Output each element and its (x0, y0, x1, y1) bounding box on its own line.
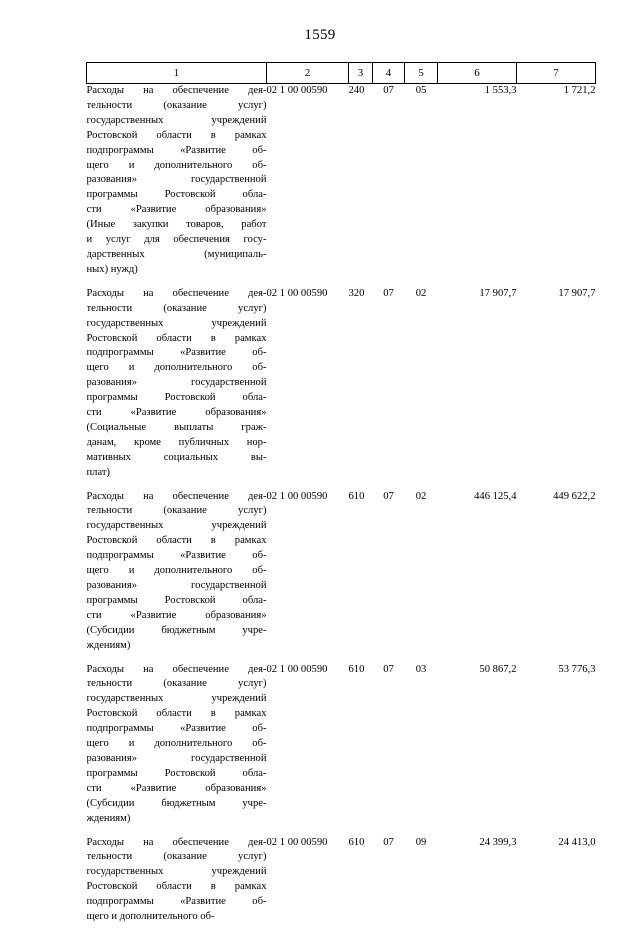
description-line: сти «Развитие образования» (86, 782, 267, 794)
table-header-row (87, 63, 596, 84)
description-line: разования» государственной (86, 377, 267, 389)
description-line: сти «Развитие образования» (86, 204, 267, 216)
expense-type-code: 610 (348, 836, 365, 848)
expense-description (87, 84, 267, 278)
target-article-code: 02 1 00 00590 (266, 85, 328, 96)
table-row (87, 836, 596, 925)
description-line: ждениям) (86, 639, 131, 651)
amount-year-1: 50 867,2 (479, 663, 517, 675)
description-line: разования» государственной (86, 752, 267, 764)
amount-year-1: 24 399,3 (479, 836, 517, 848)
budget-table (86, 62, 596, 934)
description-line: (Субсидии бюджетным учре- (86, 797, 267, 809)
description-line: подпрограммы «Развитие об- (86, 550, 267, 562)
description-line: Расходы на обеспечение дея- (86, 836, 267, 848)
expense-type-code: 610 (348, 490, 365, 502)
amount-year-2: 53 776,3 (558, 663, 596, 675)
description-line: плат) (86, 466, 111, 478)
description-line: государственных учреждений (86, 114, 267, 126)
row-spacer (87, 827, 596, 836)
amount-year-1: 1 553,3 (484, 85, 517, 96)
description-line: Ростовской области в рамках (86, 129, 267, 141)
expense-description (87, 663, 267, 827)
description-line: программы Ростовской обла- (86, 189, 267, 201)
table-row (87, 287, 596, 481)
description-line: мативных социальных вы- (86, 451, 267, 463)
description-line: государственных учреждений (86, 693, 267, 705)
row-spacer (87, 654, 596, 663)
description-line: тельности (оказание услуг) (86, 678, 267, 690)
target-article-code: 02 1 00 00590 (266, 287, 328, 299)
header-cell: 3 (349, 63, 373, 84)
description-line: сти «Развитие образования» (86, 609, 267, 621)
expense-description (87, 490, 267, 654)
description-line: щего и дополнительного об- (86, 738, 267, 750)
description-line: государственных учреждений (86, 317, 267, 329)
description-line: тельности (оказание услуг) (86, 505, 267, 517)
description-line: подпрограммы «Развитие об- (86, 723, 267, 735)
description-line: тельности (оказание услуг) (86, 302, 267, 314)
description-line: ждениям) (86, 812, 131, 824)
expense-type-code: 240 (348, 85, 365, 96)
description-line: государственных учреждений (86, 866, 267, 878)
amount-year-2: 1 721,2 (563, 85, 596, 96)
section-code: 07 (383, 490, 394, 502)
description-line: (Социальные выплаты граж- (86, 421, 267, 433)
amount-year-1: 446 125,4 (474, 490, 517, 502)
header-cell: 4 (373, 63, 405, 84)
row-spacer-cell (87, 481, 596, 490)
target-article-code: 02 1 00 00590 (266, 490, 328, 502)
description-line: дарственных (муниципаль- (86, 248, 267, 260)
description-line: программы Ростовской обла- (86, 392, 267, 404)
expense-description (87, 836, 267, 925)
page-number: 1559 (304, 27, 336, 43)
description-line: Расходы на обеспечение дея- (86, 663, 267, 675)
expense-type-code: 320 (348, 287, 365, 299)
section-code: 07 (383, 287, 394, 299)
target-article-code: 02 1 00 00590 (266, 836, 328, 848)
description-line: Расходы на обеспечение дея- (86, 85, 267, 96)
description-line: сти «Развитие образования» (86, 407, 267, 419)
description-line: подпрограммы «Развитие об- (86, 347, 267, 359)
description-line: государственных учреждений (86, 520, 267, 532)
description-line: ных) нужд) (86, 263, 138, 275)
section-code: 07 (383, 663, 394, 675)
row-spacer (87, 278, 596, 287)
description-line: щего и дополнительного об- (86, 362, 267, 374)
section-code: 07 (383, 836, 394, 848)
table-row (87, 663, 596, 827)
subsection-code: 09 (415, 836, 427, 848)
row-spacer-cell (87, 654, 596, 663)
description-line: данам, кроме публичных нор- (86, 436, 267, 448)
header-cell: 6 (438, 63, 517, 84)
description-line: Расходы на обеспечение дея- (86, 490, 267, 502)
description-line: (Субсидии бюджетным учре- (86, 624, 267, 636)
description-line: щего и дополнительного об- (86, 565, 267, 577)
description-line: Ростовской области в рамках (86, 535, 267, 547)
target-article-code: 02 1 00 00590 (266, 663, 328, 675)
description-line: разования» государственной (86, 174, 267, 186)
amount-year-2: 449 622,2 (553, 490, 596, 502)
amount-year-1: 17 907,7 (479, 287, 517, 299)
row-spacer-cell (87, 827, 596, 836)
subsection-code: 02 (415, 490, 427, 502)
description-line: подпрограммы «Развитие об- (86, 896, 267, 908)
expense-description (87, 287, 267, 481)
header-cell: 7 (517, 63, 596, 84)
description-line: (Иные закупки товаров, работ (86, 219, 267, 231)
description-line: Ростовской области в рамках (86, 708, 267, 720)
description-line: программы Ростовской обла- (86, 594, 267, 606)
description-line: щего и дополнительного об- (86, 911, 215, 923)
row-spacer (87, 481, 596, 490)
description-line: Расходы на обеспечение дея- (86, 287, 267, 299)
expense-type-code: 610 (348, 663, 365, 675)
description-line: Ростовской области в рамках (86, 881, 267, 893)
amount-year-2: 17 907,7 (558, 287, 596, 299)
subsection-code: 05 (415, 85, 427, 96)
section-code: 07 (383, 85, 394, 96)
description-line: программы Ростовской обла- (86, 767, 267, 779)
header-cell: 2 (267, 63, 349, 84)
row-spacer-cell (87, 278, 596, 287)
header-cell: 5 (405, 63, 438, 84)
table-row (87, 84, 596, 278)
header-cell: 1 (87, 63, 267, 84)
table-row (87, 490, 596, 654)
amount-year-2: 24 413,0 (558, 836, 596, 848)
subsection-code: 02 (415, 287, 427, 299)
description-line: щего и дополнительного об- (86, 159, 267, 171)
description-line: тельности (оказание услуг) (86, 99, 267, 111)
description-line: разования» государственной (86, 580, 267, 591)
description-line: и услуг для обеспечения госу- (86, 234, 267, 246)
row-spacer-cell (87, 925, 596, 934)
description-line: подпрограммы «Развитие об- (86, 144, 267, 156)
description-line: тельности (оказание услуг) (86, 851, 267, 863)
subsection-code: 03 (415, 663, 427, 675)
row-spacer (87, 925, 596, 934)
description-line: Ростовской области в рамках (86, 332, 267, 344)
